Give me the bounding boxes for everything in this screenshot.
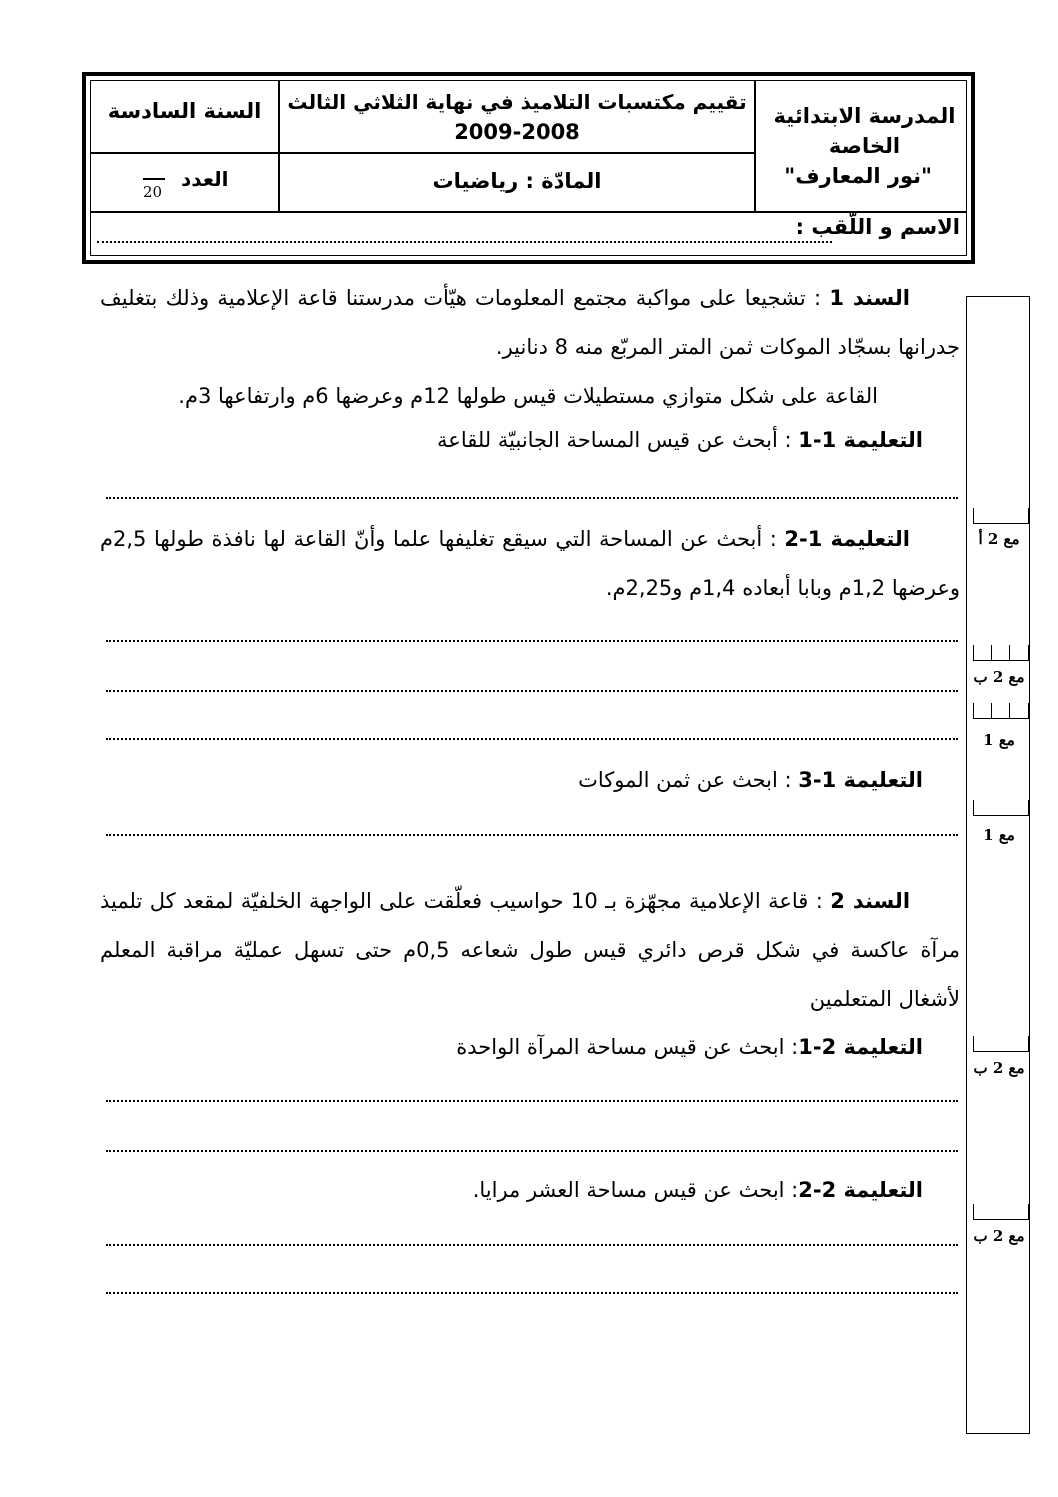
sanad-1-text: : تشجيعا على مواكبة مجتمع المعلومات هيّأت مدرستنا قاعة الإعلامية وذلك بتغليف جدرانها بسجّاد الموكات ثمن المتر المربّع منه 8 دنانير.: [100, 286, 960, 359]
subject: المادّة : رياضيات: [432, 169, 602, 193]
sanad-2-paragraph: [100, 877, 960, 1024]
sanad-1-label: السند 1: [829, 286, 910, 310]
question-1-2-label: التعليمة 1-2: [784, 527, 910, 551]
score-label-3: مع 1: [983, 731, 1015, 749]
header-row-divider-2: [91, 211, 966, 213]
sanad-2-label: السند 2: [830, 889, 911, 913]
question-2-2-text: : ابحث عن قيس مساحة العشر مرايا.: [472, 1178, 799, 1202]
sanad-1-room-dimensions: القاعة على شكل متوازي مستطيلات قيس طولها 12م وعرضها 6م وارتفاعها 3م.: [178, 384, 878, 408]
sanad-1-paragraph: [100, 274, 960, 372]
score-box-2[interactable]: [973, 645, 1029, 661]
question-2-1: [456, 1035, 923, 1059]
score-box-4[interactable]: [973, 800, 1029, 816]
question-1-1-label: التعليمة 1-1: [798, 428, 923, 452]
question-1-2: [100, 515, 960, 613]
question-1-2-text: : أبحث عن المساحة التي سيقع تغليفها علما وأنّ القاعة لها نافذة طولها 2,5م وعرضها 1,2م وبابا أبعاده 1,4م و2,25م.: [100, 527, 960, 600]
header-inner-border: [90, 80, 967, 256]
answer-line-2-1-a[interactable]: [106, 1098, 958, 1102]
grade-level: السنة السادسة: [107, 99, 262, 123]
answer-line-1-2-b[interactable]: [106, 688, 958, 692]
student-name-field[interactable]: [97, 239, 832, 243]
score-label-4: مع 1: [983, 826, 1015, 844]
answer-line-2-2-b[interactable]: [106, 1290, 958, 1294]
question-2-2: [473, 1178, 923, 1202]
grade-denominator: 20: [143, 183, 163, 201]
exam-title-line-1: تقييم مكتسبات التلاميذ في نهاية الثلاثي الثالث: [287, 90, 747, 114]
header-col-divider-1: [278, 81, 280, 211]
score-box-3[interactable]: [973, 703, 1029, 719]
score-label-5: مع 2 ب: [973, 1059, 1025, 1077]
score-column: [966, 296, 1030, 1434]
header-box: [82, 72, 975, 264]
score-box-5[interactable]: [973, 1036, 1029, 1052]
sanad-2-text: : قاعة الإعلامية مجهّزة بـ 10 حواسيب فعلّقت على الواجهة الخلفيّة لمقعد كل تلميذ مرآة عاكسة في شكل قرص دائري قيس طول شعاعه 0,5م حتى تسهل عمليّة مراقبة المعلم لأشغال المتعلمين: [100, 889, 960, 1011]
student-name-label: الاسم و اللّقب :: [795, 215, 960, 239]
header-col-divider-2: [754, 81, 756, 211]
question-2-2-label: التعليمة 2-2: [798, 1178, 923, 1202]
answer-line-2-2-a[interactable]: [106, 1242, 958, 1246]
question-1-3: [578, 768, 923, 792]
score-label-1: مع 2 أ: [978, 530, 1020, 548]
answer-line-1-1[interactable]: [106, 495, 958, 499]
header-row-divider-1: [91, 152, 754, 154]
exam-year: 2009-2008: [454, 120, 580, 144]
score-label-6: مع 2 ب: [973, 1227, 1025, 1245]
answer-line-1-2-a[interactable]: [106, 638, 958, 642]
grade-label: العدد: [181, 167, 229, 191]
question-1-3-label: التعليمة 1-3: [798, 768, 923, 792]
score-label-2: مع 2 ب: [973, 668, 1025, 686]
question-1-1: [437, 428, 923, 452]
question-1-3-text: : ابحث عن ثمن الموكات: [578, 768, 799, 792]
exam-title: [281, 87, 753, 147]
school-name: [757, 101, 972, 191]
school-line-1: المدرسة الابتدائية الخاصة: [773, 104, 956, 158]
answer-line-1-2-c[interactable]: [106, 736, 958, 740]
score-box-6[interactable]: [973, 1204, 1029, 1220]
grade-fraction-line: [143, 178, 165, 180]
score-box-1[interactable]: [973, 508, 1029, 524]
question-2-1-label: التعليمة 2-1: [798, 1035, 923, 1059]
question-1-1-text: : أبحث عن قيس المساحة الجانبيّة للقاعة: [437, 428, 799, 452]
school-line-2: "نور المعارف": [784, 164, 932, 188]
answer-line-1-3[interactable]: [106, 832, 958, 836]
question-2-1-text: : ابحث عن قيس مساحة المرآة الواحدة: [456, 1035, 799, 1059]
answer-line-2-1-b[interactable]: [106, 1148, 958, 1152]
